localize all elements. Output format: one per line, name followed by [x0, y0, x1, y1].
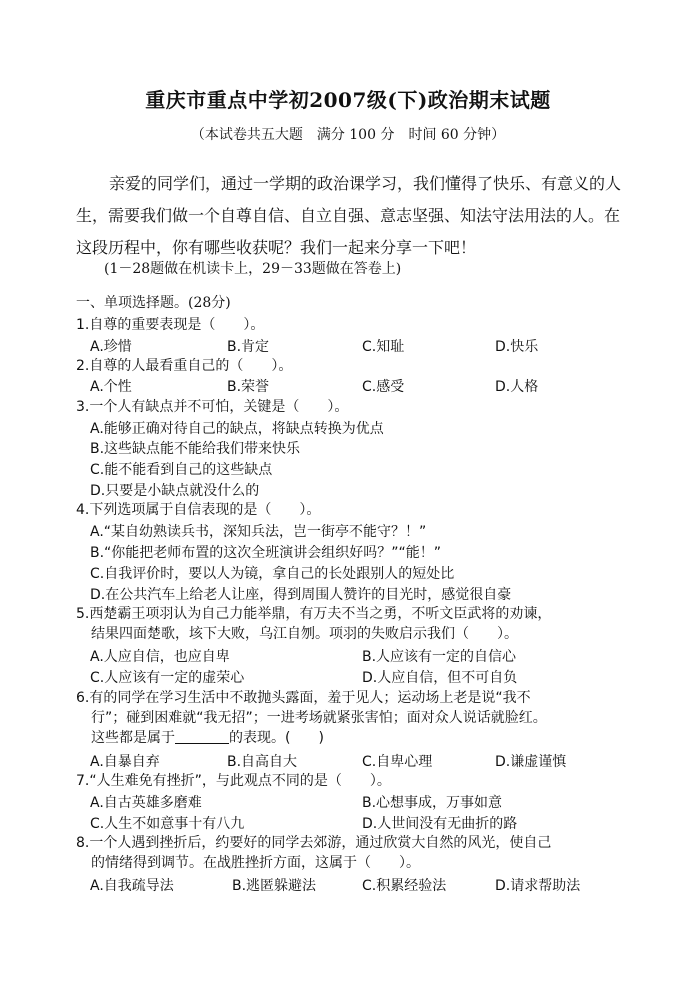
option-b: B.心想事成，万事如意 [362, 795, 503, 811]
option-d: D.谦虚谨慎 [495, 754, 567, 770]
question-8-line-2: 的情绪得到调节。在战胜挫折方面，这属于（ ）。 [91, 855, 420, 871]
option-a: A.人应自信，也应自卑 [90, 649, 230, 665]
question-3: 3.一个人有缺点并不可怕，关键是（ ）。 [76, 399, 349, 415]
question-6-line-3-end: 的表现。( ) [229, 730, 324, 746]
question-5 [76, 604, 636, 644]
fill-blank [175, 729, 229, 744]
question-2-options [90, 376, 630, 396]
page-title: 重庆市重点中学初2007级(下)政治期末试题 [145, 88, 551, 112]
option-b: B.人应该有一定的自信心 [362, 649, 517, 665]
question-1: 1.自尊的重要表现是（ ）。 [76, 317, 265, 333]
option-d: D.人应自信，但不可自负 [362, 670, 518, 686]
option-b: B.肯定 [227, 339, 270, 355]
option-d: D.人格 [495, 379, 539, 395]
option-b: B.自高自大 [227, 754, 298, 770]
option-a: A.能够正确对待自己的缺点，将缺点转换为优点 [90, 421, 384, 437]
option-d: D.快乐 [495, 339, 539, 355]
option-a: A.自我疏导法 [90, 878, 174, 894]
question-7-options-row-2 [90, 813, 630, 833]
option-d: D.人世间没有无曲折的路 [362, 816, 518, 832]
option-d: D.只要是小缺点就没什么的 [90, 483, 260, 499]
option-c: C.感受 [362, 379, 405, 395]
option-c: C.自卑心理 [362, 754, 433, 770]
question-6-options [90, 751, 630, 771]
option-a: A.“某自幼熟读兵书，深知兵法，岂一街亭不能守？！” [90, 524, 427, 540]
question-5-options-row-2 [90, 667, 630, 687]
option-c: C.积累经验法 [362, 878, 447, 894]
option-b: B.“你能把老师布置的这次全班演讲会组织好吗？”“能！” [90, 545, 442, 561]
option-b: B.逃匿躲避法 [232, 878, 317, 894]
exam-info: （本试卷共五大题 满分 100 分 时间 60 分钟） [190, 127, 506, 143]
question-6 [76, 688, 636, 748]
question-6-line-3 [76, 728, 636, 748]
answer-note: (1－28题做在机读卡上，29－33题做在答卷上) [104, 261, 402, 277]
question-8-line-1: 8.一个人遇到挫折后，约要好的同学去郊游，通过欣赏大自然的风光，使自己 [76, 835, 552, 851]
option-c: C.能不能看到自己的这些缺点 [90, 462, 273, 478]
option-a: A.自古英雄多磨难 [90, 795, 202, 811]
question-5-options-row-1 [90, 646, 630, 666]
question-4: 4.下列选项属于自信表现的是（ ）。 [76, 502, 321, 518]
option-c: C.人生不如意事十有八九 [90, 816, 245, 832]
question-2: 2.自尊的人最看重自己的（ ）。 [76, 358, 293, 374]
option-c: C.人应该有一定的虚荣心 [90, 670, 245, 686]
option-c: C.知耻 [362, 339, 405, 355]
question-5-line-2: 结果四面楚歌，垓下大败，乌江自刎。项羽的失败启示我们（ ）。 [91, 626, 518, 642]
question-6-line-1: 6.有的同学在学习生活中不敢抛头露面，羞于见人；运动场上老是说“我不 [76, 690, 531, 706]
question-1-options [90, 336, 630, 356]
section-heading: 一、单项选择题。(28分) [76, 295, 231, 311]
question-6-line-2: 行”；碰到困难就“我无招”；一进考场就紧张害怕；面对众人说话就脸红。 [91, 710, 547, 726]
intro-paragraph: 亲爱的同学们，通过一学期的政治课学习，我们懂得了快乐、有意义的人生，需要我们做一个自尊自信、自立自强、意志坚强、知法守法用法的人。在这段历程中，你有哪些收获呢？我们一起来分享一下吧！ [76, 174, 622, 257]
question-5-line-1: 5.西楚霸王项羽认为自己力能举鼎，有万夫不当之勇，不听文臣武将的劝谏， [76, 606, 552, 622]
question-8 [76, 833, 636, 873]
option-b: B.这些缺点能不能给我们带来快乐 [90, 441, 301, 457]
option-a: A.自暴自弃 [90, 754, 160, 770]
option-c: C.自我评价时，要以人为镜，拿自己的长处跟别人的短处比 [90, 566, 455, 582]
option-d: D.在公共汽车上给老人让座，得到周围人赞许的目光时，感觉很自豪 [90, 587, 512, 603]
option-a: A.个性 [90, 379, 132, 395]
option-a: A.珍惜 [90, 339, 132, 355]
option-d: D.请求帮助法 [495, 878, 581, 894]
question-8-options [90, 875, 630, 895]
option-b: B.荣誉 [227, 379, 270, 395]
question-7-options-row-1 [90, 792, 630, 812]
question-7: 7.“人生难免有挫折”，与此观点不同的是（ ）。 [76, 773, 391, 789]
question-6-line-3-start: 这些都是属于 [91, 730, 175, 746]
